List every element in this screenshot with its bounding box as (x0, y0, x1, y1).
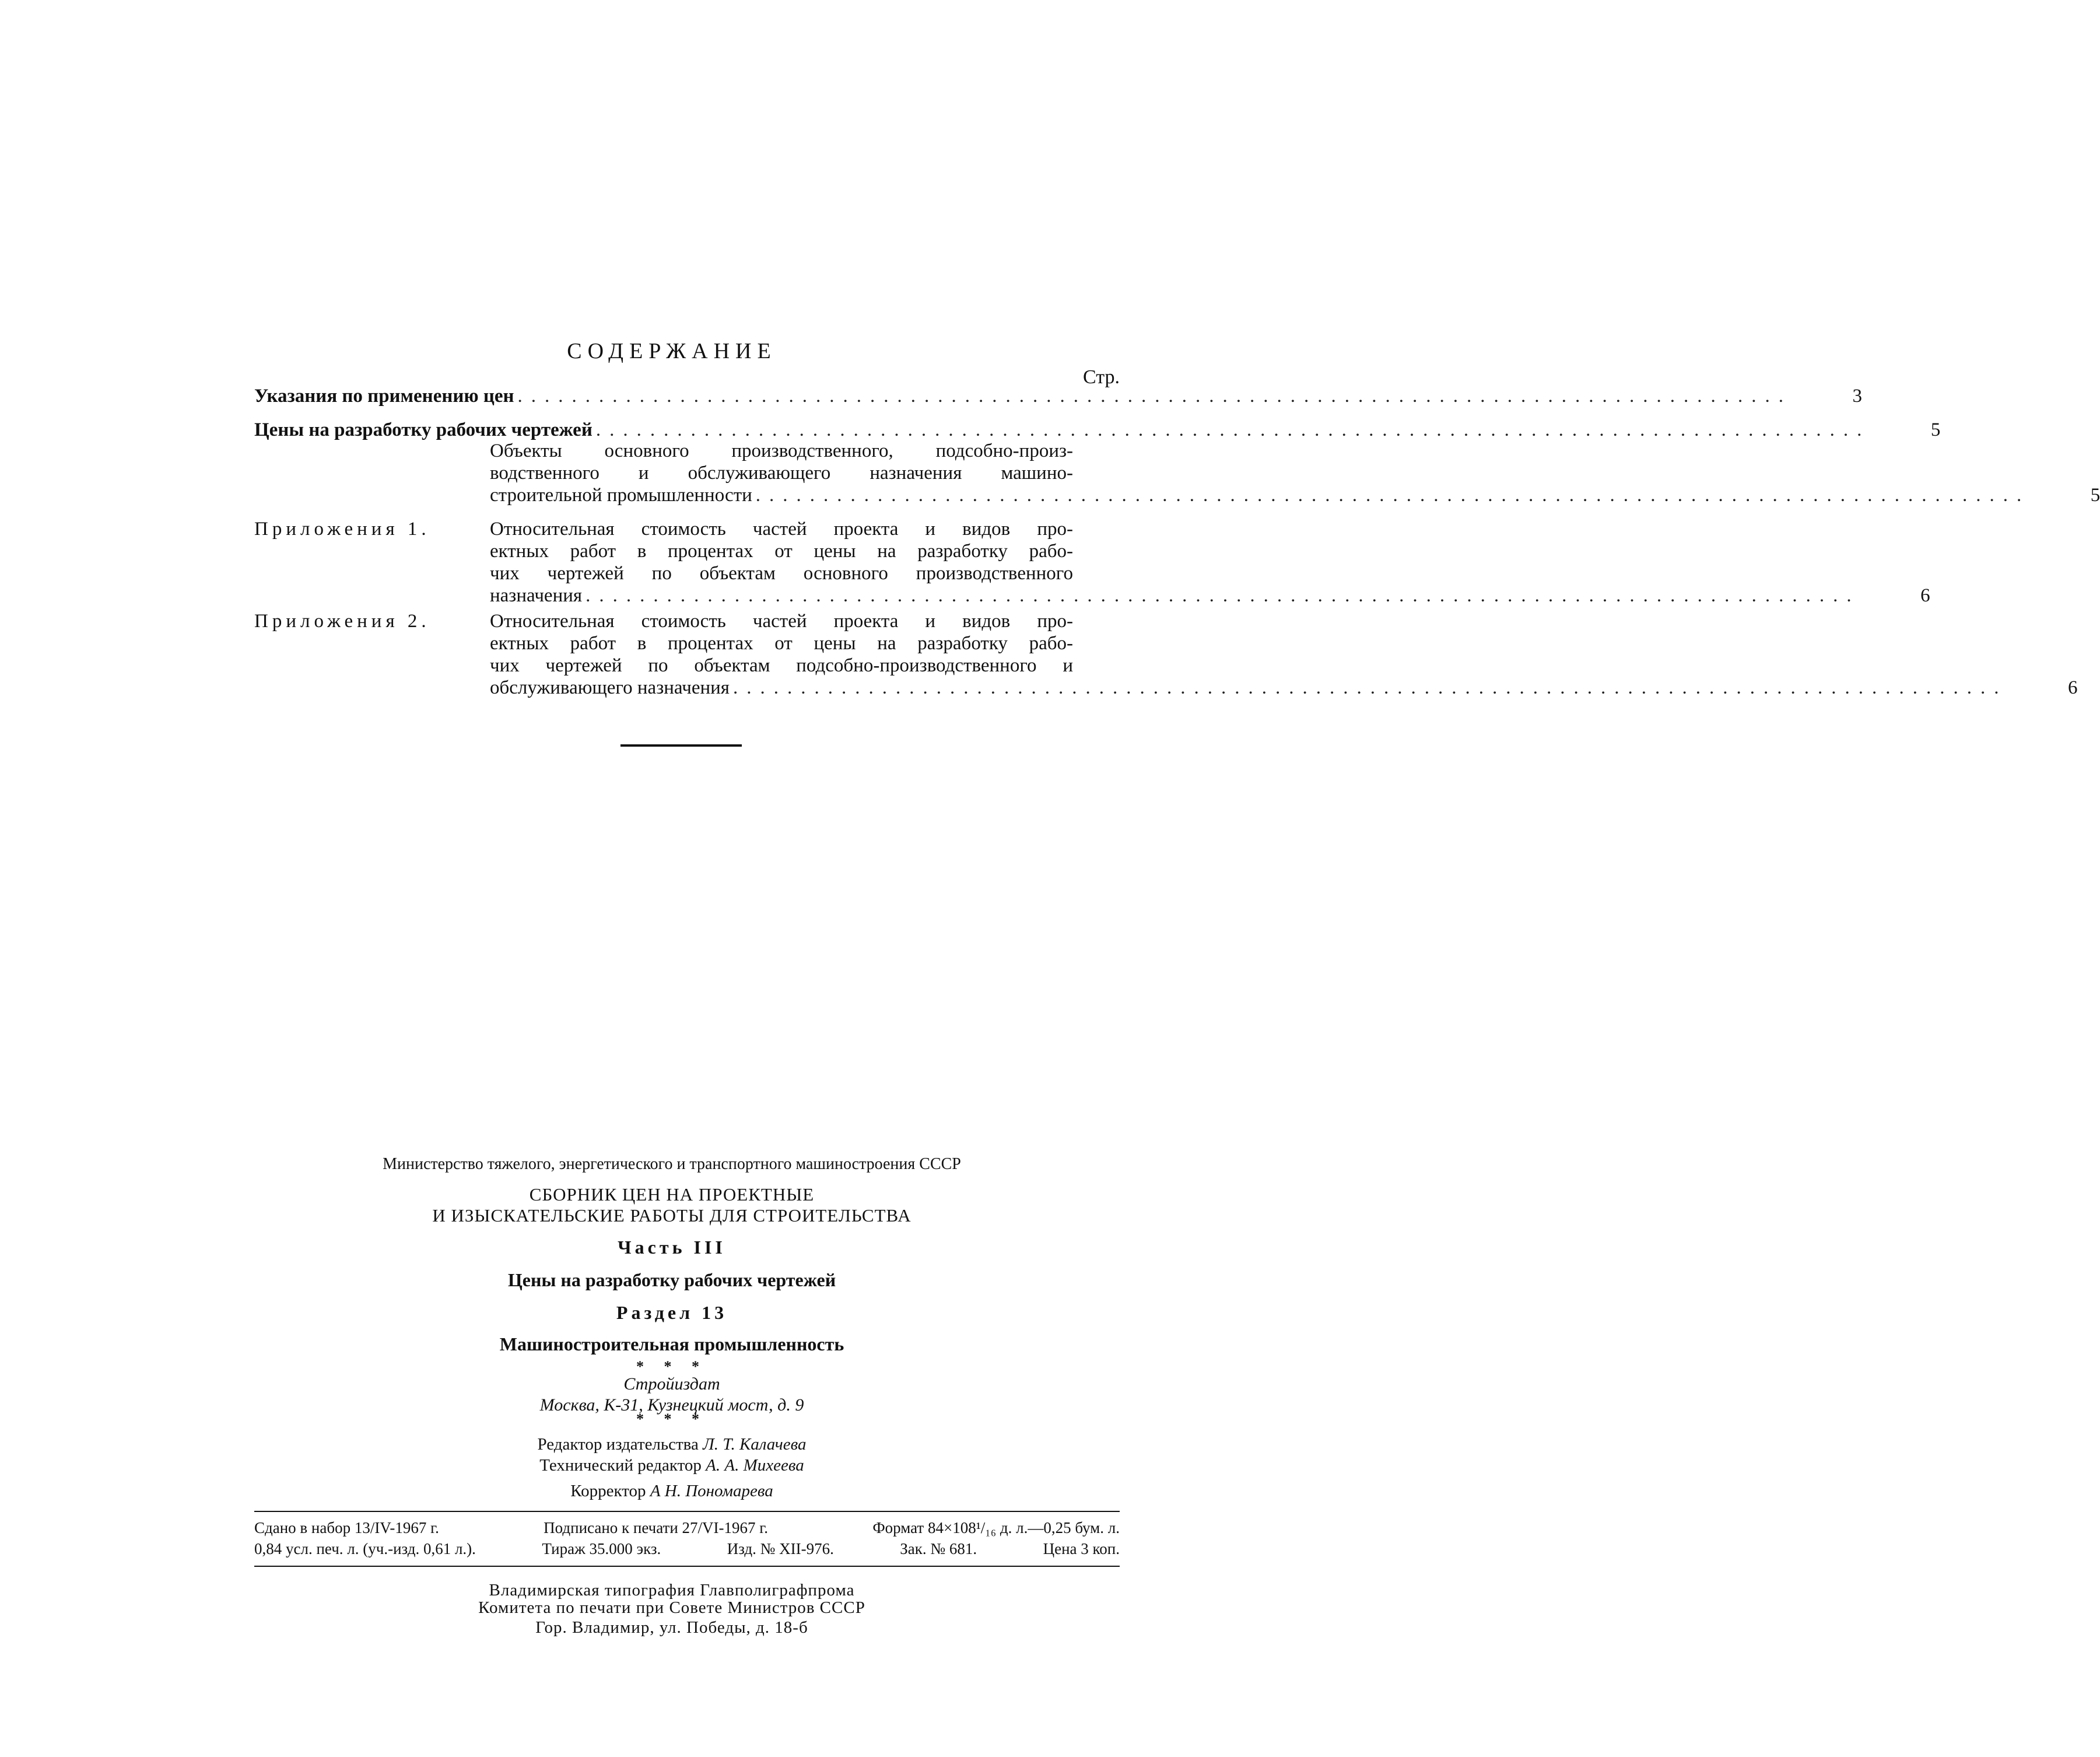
corrector-name: А Н. Пономарева (650, 1482, 773, 1500)
printer-line: Комитета по печати при Совете Министров СССР (478, 1598, 865, 1617)
horizontal-rule (254, 1511, 1120, 1512)
toc-entry-page: 6 (1920, 585, 1930, 606)
toc-entry-text: ектных работ в процентах от цены на разработку рабо- (490, 541, 1073, 562)
toc-entry[interactable] (490, 677, 2078, 699)
toc-entry-text: чих чертежей по объектам подсобно-производственного и (490, 655, 1073, 676)
leader-dots: .............................................................................................. (732, 677, 2008, 698)
print-details-line (254, 1540, 1120, 1558)
toc-entry-text: ектных работ в процентах от цены на разработку рабо- (490, 633, 1073, 654)
toc-entry-text: Относительная стоимость частей проекта и видов про- (490, 519, 1073, 540)
toc-entry-text: Объекты основного производственного, подсобно-произ- (490, 440, 1073, 461)
appendix-label: Приложения 1. (254, 519, 430, 540)
horizontal-rule (254, 1566, 1120, 1567)
printer-line: Владимирская типография Главполиграфпрома (489, 1581, 855, 1600)
technical-editor-name: А. А. Михеева (706, 1456, 804, 1475)
collection-title-line: СБОРНИК ЦЕН НА ПРОЕКТНЫЕ (529, 1184, 815, 1205)
toc-entry-page: 6 (2067, 677, 2078, 698)
toc-entry-text: Цены на разработку рабочих чертежей (254, 419, 593, 440)
print-detail: Цена 3 коп. (1043, 1540, 1120, 1558)
printer-line: Гор. Владимир, ул. Победы, д. 18-б (535, 1618, 808, 1637)
toc-entry-text: обслуживающего назначения (490, 677, 730, 698)
toc-entry-page: 3 (1852, 386, 1863, 407)
toc-entry-text: строительной промышленности (490, 485, 752, 506)
print-detail: Формат 84×108¹/₁₆ д. л.—0,25 бум. л. (872, 1519, 1120, 1536)
publisher-name: Стройиздат (623, 1374, 720, 1394)
separator-stars: * * * (636, 1410, 707, 1427)
editor-name: Л. Т. Калачева (703, 1435, 807, 1454)
print-details-line (254, 1519, 1120, 1537)
leader-dots: .............................................................................................. (586, 585, 1860, 606)
toc-entry-text: назначения (490, 585, 583, 606)
toc-entry[interactable] (490, 484, 2100, 506)
print-detail: 0,84 усл. печ. л. (уч.-изд. 0,61 л.). (254, 1540, 476, 1558)
collection-title-line: И ИЗЫСКАТЕЛЬСКИЕ РАБОТЫ ДЛЯ СТРОИТЕЛЬСТВА (432, 1205, 911, 1226)
print-detail: Тираж 35.000 экз. (542, 1540, 661, 1558)
toc-entry-page: 5 (1930, 419, 1941, 440)
print-detail: Зак. № 681. (900, 1540, 977, 1558)
toc-entry[interactable] (254, 385, 1863, 407)
toc-entry-text: Относительная стоимость частей проекта и видов про- (490, 611, 1073, 632)
part-title: Цены на разработку рабочих чертежей (507, 1269, 836, 1290)
section-number: Раздел 13 (616, 1302, 728, 1323)
editor-credit (0, 1435, 1344, 1454)
leader-dots: .............................................................................................. (517, 386, 1793, 407)
toc-entry[interactable] (254, 518, 1073, 540)
page-column-header: Стр. (1082, 366, 1120, 388)
technical-editor-label: Технический редактор (539, 1456, 702, 1475)
corrector-credit (0, 1482, 1344, 1501)
ministry-name: Министерство тяжелого, энергетического и транспортного машиностроения СССР (383, 1155, 961, 1173)
print-detail: Сдано в набор 13/IV-1967 г. (254, 1519, 439, 1536)
contents-title: СОДЕРЖАНИЕ (567, 339, 777, 363)
toc-entry-text: чих чертежей по объектам основного производственного (490, 563, 1073, 584)
publisher-address: Москва, К-31, Кузнецкий мост, д. 9 (539, 1395, 804, 1415)
toc-entry-text: Указания по применению цен (254, 386, 514, 407)
section-title: Машиностроительная промышленность (499, 1334, 844, 1354)
leader-dots: .............................................................................................. (755, 485, 2031, 506)
toc-entry-text: водственного и обслуживающего назначения машино- (490, 463, 1073, 484)
print-detail: Изд. № XII-976. (727, 1540, 834, 1558)
section-divider (620, 744, 742, 747)
separator-stars: * * * (636, 1358, 707, 1375)
leader-dots: .............................................................................................. (595, 419, 1871, 440)
editor-label: Редактор издательства (537, 1435, 699, 1454)
print-detail: Подписано к печати 27/VI-1967 г. (544, 1519, 769, 1536)
toc-entry[interactable] (254, 610, 1073, 632)
appendix-label: Приложения 2. (254, 611, 430, 632)
toc-entry[interactable] (254, 419, 1941, 441)
technical-editor-credit (0, 1456, 1344, 1475)
toc-entry-page: 5 (2090, 485, 2100, 506)
corrector-label: Корректор (570, 1482, 646, 1500)
toc-entry[interactable] (490, 584, 1930, 607)
part-number: Часть III (618, 1237, 726, 1258)
